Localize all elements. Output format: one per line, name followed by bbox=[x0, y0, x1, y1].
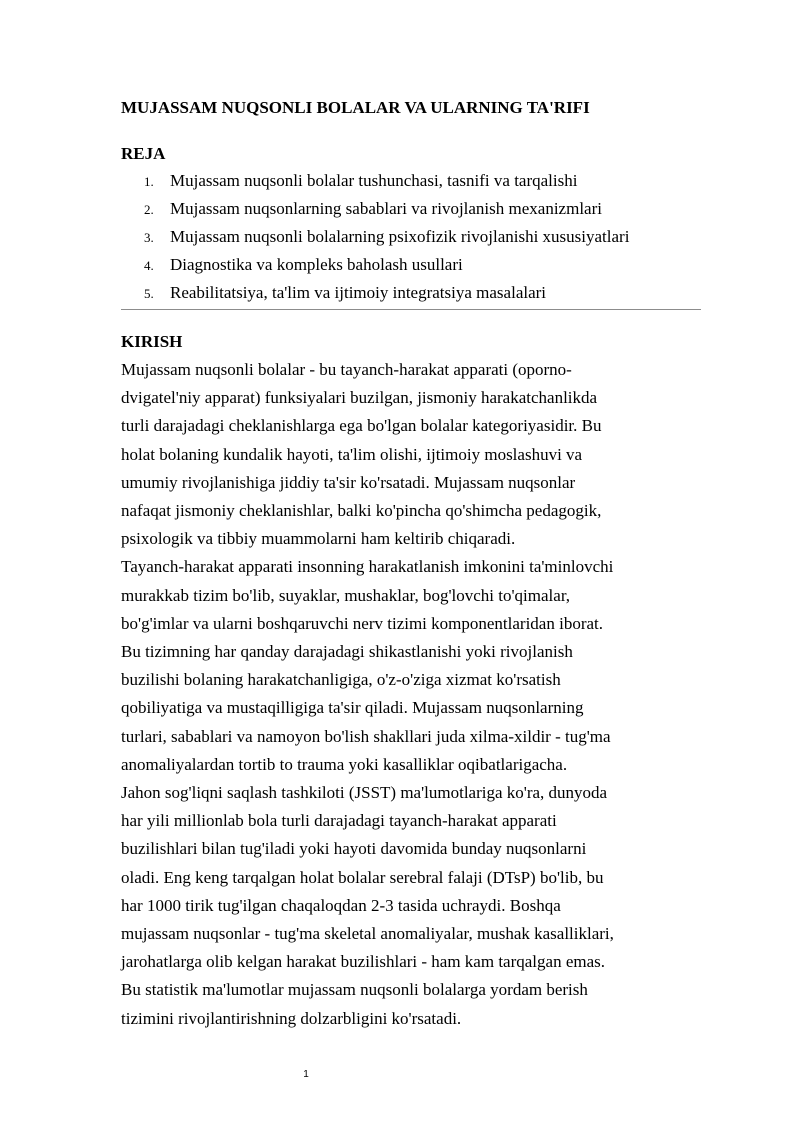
text-line: Tayanch-harakat apparati insonning harakatlanish imkonini ta'minlovchi bbox=[121, 557, 614, 577]
text-line: anomaliyalardan tortib to trauma yoki kasalliklar oqibatlarigacha. bbox=[121, 754, 568, 774]
text-line: buzilishlari bilan tug'iladi yoki hayoti davomida bunday nuqsonlarni bbox=[121, 839, 587, 859]
plan-item-text: Reabilitatsiya, ta'lim va ijtimoiy integratsiya masalalari bbox=[170, 283, 547, 302]
plan-list-item bbox=[121, 167, 701, 195]
text-line: Bu statistik ma'lumotlar mujassam nuqsonli bolalarga yordam berish bbox=[121, 980, 588, 1000]
text-line: har 1000 tirik tug'ilgan chaqaloqdan 2-3 tasida uchraydi. Boshqa bbox=[121, 895, 561, 915]
plan-item-text: Mujassam nuqsonli bolalarning psixofizik rivojlanishi xususiyatlari bbox=[170, 227, 630, 246]
text-line: turli darajadagi cheklanishlarga ega bo'lgan bolalar kategoriyasidir. Bu bbox=[121, 416, 602, 436]
text-line: Jahon sog'liqni saqlash tashkiloti (JSST) ma'lumotlariga ko'ra, dunyoda bbox=[121, 783, 608, 803]
plan-item-number: 5. bbox=[144, 286, 154, 301]
document-title: MUJASSAM NUQSONLI BOLALAR VA ULARNING TA'RIFI bbox=[121, 98, 590, 117]
plan-list-item bbox=[121, 195, 701, 223]
text-line: Bu tizimning har qanday darajadagi shikastlanishi yoki rivojlanish bbox=[121, 642, 573, 662]
plan-heading: REJA bbox=[121, 144, 166, 163]
text-line: buzilishi bolaning harakatchanligiga, o'z-o'ziga xizmat ko'rsatish bbox=[121, 670, 561, 690]
text-line: tizimini rivojlantirishning dolzarbligini ko'rsatadi. bbox=[121, 1008, 462, 1028]
plan-item-text: Diagnostika va kompleks baholash usullari bbox=[170, 255, 463, 274]
text-line: qobiliyatiga va mustaqilligiga ta'sir qiladi. Mujassam nuqsonlarning bbox=[121, 698, 584, 718]
text-line: dvigatel'niy apparat) funksiyalari buzilgan, jismoniy harakatchanlikda bbox=[121, 388, 598, 408]
plan-item-number: 3. bbox=[144, 230, 154, 245]
intro-heading: KIRISH bbox=[121, 332, 183, 351]
plan-item-text: Mujassam nuqsonli bolalar tushunchasi, tasnifi va tarqalishi bbox=[170, 171, 578, 190]
text-line: oladi. Eng keng tarqalgan holat bolalar serebral falaji (DTsP) bo'lib, bu bbox=[121, 867, 604, 887]
text-line: psixologik va tibbiy muammolarni ham keltirib chiqaradi. bbox=[121, 529, 516, 549]
text-line: har yili millionlab bola turli darajadagi tayanch-harakat apparati bbox=[121, 811, 557, 831]
section-divider bbox=[121, 309, 701, 310]
intro-paragraph bbox=[121, 356, 681, 1033]
plan-list-item bbox=[121, 279, 701, 307]
plan-item-text: Mujassam nuqsonlarning sabablari va rivojlanish mexanizmlari bbox=[170, 199, 602, 218]
plan-list-item bbox=[121, 251, 701, 279]
text-line: turlari, sabablari va namoyon bo'lish shakllari juda xilma-xildir - tug'ma bbox=[121, 726, 611, 746]
text-line: murakkab tizim bo'lib, suyaklar, mushaklar, bog'lovchi to'qimalar, bbox=[121, 585, 571, 605]
text-line: jarohatlarga olib kelgan harakat buzilishlari - ham kam tarqalgan emas. bbox=[121, 952, 606, 972]
plan-list-item bbox=[121, 223, 701, 251]
page-number: 1 bbox=[303, 1069, 309, 1080]
text-line: umumiy rivojlanishiga jiddiy ta'sir ko'rsatadi. Mujassam nuqsonlar bbox=[121, 472, 576, 492]
text-line: Mujassam nuqsonli bolalar - bu tayanch-harakat apparati (oporno- bbox=[121, 360, 572, 379]
plan-item-number: 4. bbox=[144, 258, 154, 273]
plan-list bbox=[121, 167, 701, 307]
text-line: holat bolaning kundalik hayoti, ta'lim olishi, ijtimoiy moslashuvi va bbox=[121, 444, 583, 464]
text-line: nafaqat jismoniy cheklanishlar, balki ko'pincha qo'shimcha pedagogik, bbox=[121, 501, 602, 521]
text-line: bo'g'imlar va ularni boshqaruvchi nerv tizimi komponentlaridan iborat. bbox=[121, 613, 604, 633]
plan-item-number: 1. bbox=[144, 174, 154, 189]
text-line: mujassam nuqsonlar - tug'ma skeletal anomaliyalar, mushak kasalliklari, bbox=[121, 924, 614, 944]
plan-item-number: 2. bbox=[144, 202, 154, 217]
